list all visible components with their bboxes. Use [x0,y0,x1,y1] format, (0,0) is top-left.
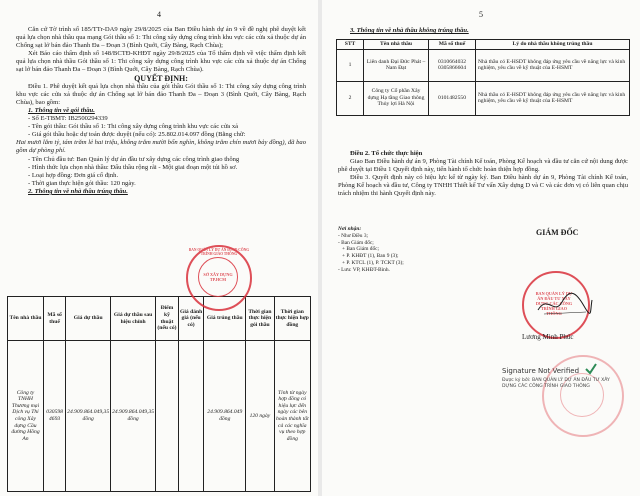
cell-tax-code: 0305984693 [43,341,65,492]
section-3-wrap [338,27,628,35]
cell-tax: 0101482550 [429,81,476,115]
col-bid-price: Giá dự thầu [66,297,111,341]
section-2-title: 2. Thông tin về nhà thầu trúng thầu. [28,187,128,195]
red-seal-stamp [186,245,252,311]
signature-scribble [534,290,594,318]
seal-center-text: SỞ XÂY DỰNG TP.HCM [198,257,238,297]
table-row [8,341,311,492]
section-1-title: 1. Thông tin về gói thầu. [28,106,95,114]
seal-ring-text: BAN QUẢN LÝ DỰ ÁN ĐTXD CÔNG TRÌNH GIAO THÔNG [188,248,250,256]
col-name: Tên nhà thầu [364,40,429,50]
article-2-body: Giao Ban Điều hành dự án 9, Phòng Tài chính Kế toán, Phòng Kế hoạch và đầu tư căn cứ nội dung được phê duyệt tại Điều 1 Quyết định này, tiến hành tổ chức hoàn thiện hợp đồng. [338,158,628,174]
page-number: 5 [479,10,483,19]
cell-contract-time: Tính từ ngày hợp đồng có hiệu lực đến ngày các bên hoàn thành tất cả các nghĩa vụ theo hợp đồng [274,341,310,492]
package-price: - Giá gói thầu hoặc dự toán được duyệt (nếu có): 25.802.014.097 đồng (Bằng chữ: [28,131,246,139]
recipients-title: Nơi nhận: [338,226,362,232]
col-tech-score: Điểm kỹ thuật (nếu có) [156,297,179,341]
cell-package-time: 120 ngày [246,341,274,492]
article-2-title: Điều 2. Tổ chức thực hiện [350,150,423,157]
digital-signature-stamp [542,355,624,437]
cell-tech-score [156,341,179,492]
cell-contractor: Công ty TNHH Thương mại Dịch vụ Thi công Xây dựng Cầu đường Hồng An [8,341,44,492]
document-page-5 [322,0,640,496]
package-name: - Tên gói thầu: Gói thầu số 1: Thi công xây dựng công trình khu vực các cửa xả [28,123,239,131]
package-price-words: Hai mươi lăm tỷ, tám trăm lẻ hai triệu, không trăm mười bốn nghìn, không trăm chín mươi bảy đồng), đã bao gồm dự phòng phí. [16,139,306,155]
cell-stt: 1 [337,49,364,81]
page-number: 4 [157,10,161,19]
cell-bid-price: 24.909.864.049,35 đồng [66,341,111,492]
winning-contractor-table [7,296,311,492]
tbmt-number: - Số E-TBMT: IB2500294339 [28,115,108,123]
col-reason: Lý do nhà thầu không trúng thầu [476,40,630,50]
intro-paragraph-2: Xét Báo cáo thẩm định số 148/BCTĐ-KHĐT ngày 29/8/2025 của Tổ thẩm định về việc thẩm định kết quả lựa chọn nhà thầu Gói thầu số 1: Thi công xây dựng công trình khu vực các cửa xả thuộc dự án Chống sạt lở bán đảo Thanh Đa – Đoạn 3 (Bình Quới, Cây Bàng, Rạch Chùa). [16,50,306,74]
col-eval-price: Giá đánh giá (nếu có) [178,297,204,341]
cell-tax: 0310664032 0305866604 [429,49,476,81]
recipient-line: - Ban Giám đốc; [338,239,374,246]
decision-heading: QUYẾT ĐỊNH: [134,73,188,83]
cell-name: Liên danh Đại Đức Phát – Nam Đạt [364,49,429,81]
table-row [337,49,630,81]
col-tax: Mã số thuế [429,40,476,50]
col-contractor: Tên nhà thầu [8,297,44,341]
col-winning-price: Giá trúng thầu [204,297,246,341]
signature-detail: Được ký bởi: BAN QUẢN LÝ DỰ ÁN ĐẦU TƯ XÂY DỰNG CÁC CÔNG TRÌNH GIAO THÔNG [502,378,610,389]
recipients-block [338,226,458,274]
col-adjusted-price: Giá dự thầu sau hiệu chỉnh [111,297,156,341]
table-row [337,81,630,115]
recipient-line: + P. KHĐT (1), Ban 9 (3); [342,253,399,260]
recipient-line: - Lưu: VP, KHĐT-Bình. [338,266,390,273]
intro-paragraph-1: Căn cứ Tờ trình số 185/TTr-DA9 ngày 29/8/2025 của Ban Điều hành dự án 9 về đề nghị phê duyệt kết quả lựa chọn nhà thầu qua mạng Gói thầu số 1: Thi công xây dựng công trình khu vực các cửa xả thuộc dự án Chống sạt lở bán đảo Thanh Đa – Đoạn 3 (Bình Quới, Cây Bàng, Rạch Chùa); [16,26,306,50]
cell-name: Công ty Cổ phần Xây dựng Hạ tầng Giao thông Thủy lợi Hà Nội [364,81,429,115]
cell-reason: Nhà thầu có E-HSDT không đáp ứng yêu cầu về năng lực và kinh nghiệm, yêu cầu về kỹ thuật của E-HSMT [476,49,630,81]
investor: - Tên Chủ đầu tư: Ban Quản lý dự án đầu tư xây dựng các công trình giao thông [28,155,240,163]
seal-center-text: BAN QUẢN LÝ DỰ ÁN ĐẦU TƯ XÂY DỰNG CÁC CÔNG TRÌNH GIAO THÔNG [535,290,573,316]
recipient-line: + Ban Giám đốc; [342,246,380,253]
cell-reason: Nhà thầu có E-HSDT không đáp ứng yêu cầu về năng lực và kinh nghiệm, yêu cầu về kỹ thuật của E-HSMT [476,81,630,115]
section-3-title: 3. Thông tin về nhà thầu không trúng thầu. [350,27,469,34]
document-page-4 [0,0,318,496]
article-1: Điều 1. Phê duyệt kết quả lựa chọn nhà thầu của gói thầu Gói thầu số 1: Thi công xây dựng công trình khu vực các cửa xả thuộc dự án Chống sạt lở bán đảo Thanh Đa – Đoạn 3 (Bình Quới, Cây Bàng, Rạch Chùa), bao gồm: [16,82,306,106]
col-package-time: Thời gian thực hiện gói thầu [246,297,274,341]
cell-eval-price [178,341,204,492]
checkmark-icon [584,362,598,376]
col-stt: STT [337,40,364,50]
articles-2-3 [338,150,628,199]
package-duration: - Thời gian thực hiện gói thầu: 120 ngày. [28,179,136,187]
signature-status: Signature Not Verified [502,367,580,375]
losing-contractors-table [336,39,630,116]
article-3: Điều 3. Quyết định này có hiệu lực kể từ ngày ký. Ban Điều hành dự án 9, Phòng Tài chính Kế toán, Phòng Kế hoạch và đầu tư, Công ty TNHH Thiết kế Tư vấn Xây dựng D và C và các đơn vị có liên quan chịu trách nhiệm thi hành Quyết định này. [338,174,628,198]
contract-type: - Loại hợp đồng: Đơn giá cố định. [28,171,119,179]
selection-method: - Hình thức lựa chọn nhà thầu: Đấu thầu rộng rãi - Một giai đoạn một túi hồ sơ. [28,163,238,171]
cell-winning-price: 24.909.864.049 đồng [204,341,246,492]
col-tax-code: Mã số thuế [43,297,65,341]
recipient-line: + P. KTCL (1), P. TCKT (3); [342,259,404,266]
decision-intro [16,26,306,196]
signer-title: GIÁM ĐỐC [536,228,579,237]
recipient-line: - Như Điều 3; [338,232,369,239]
col-contract-time: Thời gian thực hiện hợp đồng [274,297,310,341]
cell-stt: 2 [337,81,364,115]
signer-name: Lương Minh Phúc [522,333,574,341]
cell-adjusted-price: 24.909.864.049,35 đồng [111,341,156,492]
